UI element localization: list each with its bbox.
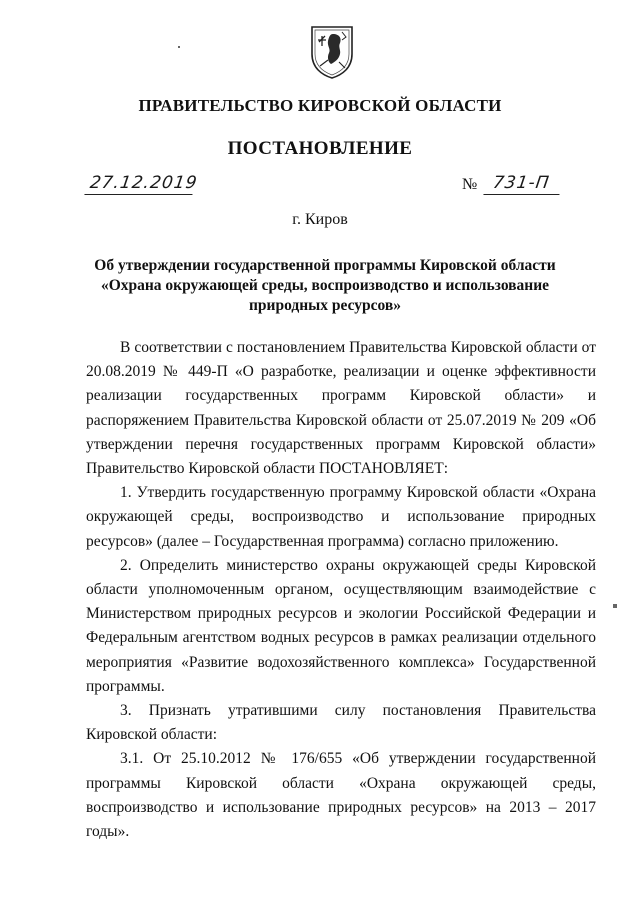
scan-speck [613,604,617,608]
subject-line: природных ресурсов» [248,297,401,314]
government-title: ПРАВИТЕЛЬСТВО КИРОВСКОЙ ОБЛАСТИ [138,96,502,115]
number-label: № [462,176,478,193]
document-subject [90,256,560,316]
document-type-title: ПОСТАНОВЛЕНИЕ [227,138,413,159]
clause-2: 2. Определить министерство охраны окружающей среды Кировской области уполномоченным органом, осуществляющим взаимодействие с Министерством природных ресурсов и экологии Российской Федерации и Федеральным агентством водных ресурсов в рамках реализации отдельного мероприятия «Развитие водохозяйственного комплекса» Государственной программы. [86,556,596,695]
preamble-paragraph: В соответствии с постановлением Правительства Кировской области от 20.08.2019 № 449-П «О разработке, реализации и оценке эффективности реализации государственных программ Кировской области» и распоряжением Правительства Кировской области от 25.07.2019 № 209 «Об утверждении перечня государственных программ Кировской области» Правительство Кировской области ПОСТАНОВЛЯЕТ: [86,339,596,478]
clause-3: 3. Признать утратившими силу постановления Правительства Кировской области: [86,702,596,744]
handwritten-number: 731-П [483,172,562,195]
subject-line: «Охрана окружающей среды, воспроизводство и использование [100,277,550,294]
city-line: г. Киров [292,211,348,228]
clause-1: 1. Утвердить государственную программу Кировской области «Охрана окружающей среды, воспроизводство и использование природных ресурсов» (далее – Государственная программа) согласно приложению. [86,484,596,550]
scan-speck [178,46,180,48]
subject-line: Об утверждении государственной программы Кировской области [94,257,556,274]
handwritten-date: 27.12.2019 [84,172,195,195]
clause-3-1: 3.1. От 25.10.2012 № 176/655 «Об утверждении государственной программы Кировской области «Охрана окружающей среды, воспроизводство и использование природных ресурсов» на 2013 – 2017 годы». [86,750,596,841]
kirov-coat-of-arms-icon [309,24,355,80]
document-body [86,336,596,844]
